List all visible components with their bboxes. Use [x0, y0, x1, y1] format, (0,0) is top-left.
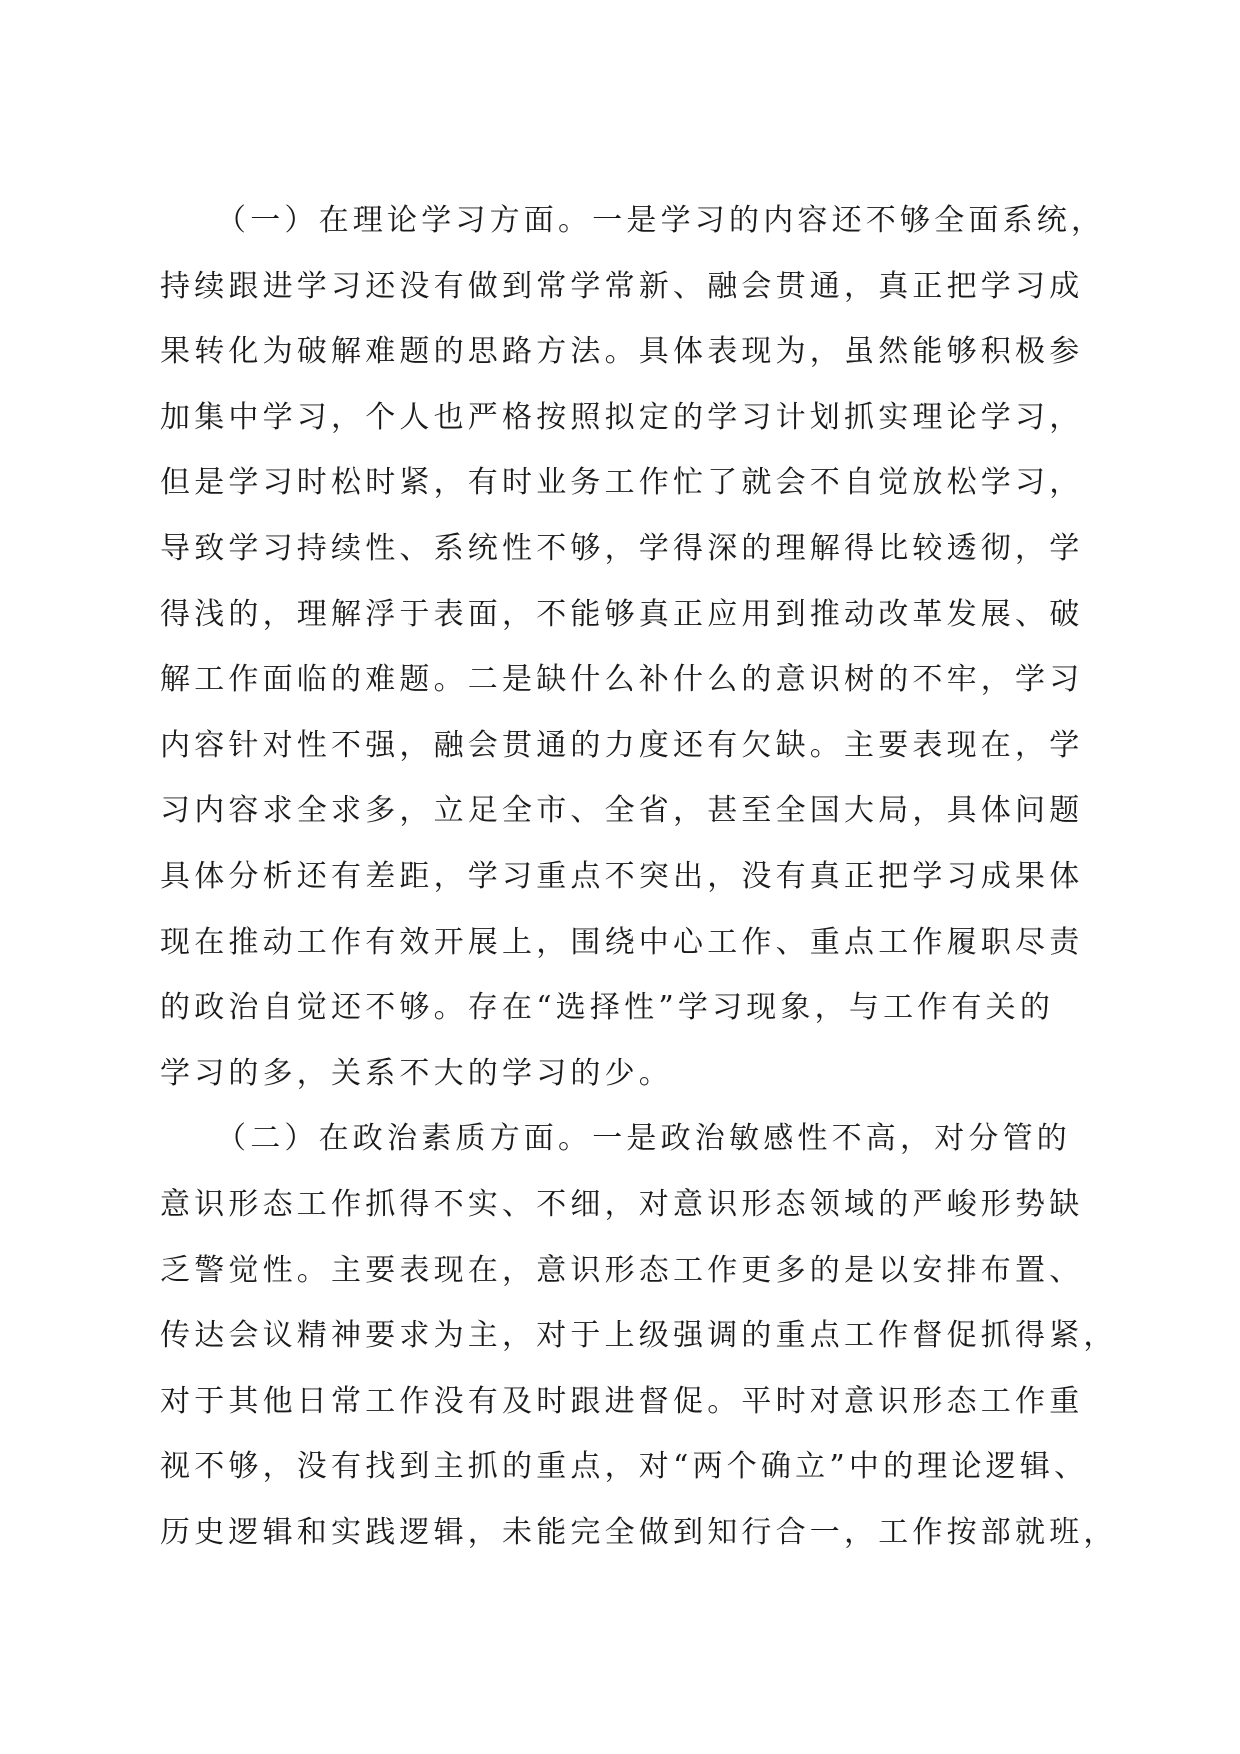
paragraph-1-line-14: 学习的多，关系不大的学习的少。 [160, 1055, 673, 1091]
paragraph-2-line-1: （二）在政治素质方面。一是政治敏感性不高，对分管的 [216, 1121, 1071, 1157]
paragraph-1-line-7: 得浅的，理解浮于表面，不能够真正应用到推动改革发展、破 [160, 596, 1084, 632]
paragraph-1-line-6: 导致学习持续性、系统性不够，学得深的理解得比较透彻，学 [160, 530, 1084, 566]
paragraph-1-line-12: 现在推动工作有效开展上，围绕中心工作、重点工作履职尽责 [160, 924, 1084, 960]
paragraph-1-line-10: 习内容求全求多，立足全市、全省，甚至全国大局，具体问题 [160, 793, 1084, 829]
paragraph-1-line-2: 持续跟进学习还没有做到常学常新、融会贯通，真正把学习成 [160, 268, 1084, 304]
paragraph-1-line-1: （一）在理论学习方面。一是学习的内容还不够全面系统， [216, 203, 1106, 238]
paragraph-1-line-13: 的政治自觉还不够。存在“选择性”学习现象，与工作有关的 [160, 990, 1055, 1026]
paragraph-1-line-3: 果转化为破解难题的思路方法。具体表现为，虽然能够积极参 [160, 334, 1084, 370]
paragraph-1-line-5: 但是学习时松时紧，有时业务工作忙了就会不自觉放松学习， [160, 465, 1084, 501]
paragraph-2-line-6: 视不够，没有找到主抓的重点，对“两个确立”中的理论逻辑、 [160, 1449, 1089, 1485]
paragraph-2-line-7: 历史逻辑和实践逻辑，未能完全做到知行合一，工作按部就班， [160, 1514, 1118, 1550]
paragraph-1-line-8: 解工作面临的难题。二是缺什么补什么的意识树的不牢，学习 [160, 662, 1084, 698]
paragraph-2-line-5: 对于其他日常工作没有及时跟进督促。平时对意识形态工作重 [160, 1383, 1084, 1419]
paragraph-1-line-4: 加集中学习，个人也严格按照拟定的学习计划抓实理论学习， [160, 399, 1084, 435]
paragraph-2-line-2: 意识形态工作抓得不实、不细，对意识形态领域的严峻形势缺 [160, 1186, 1084, 1222]
paragraph-1-line-11: 具体分析还有差距，学习重点不突出，没有真正把学习成果体 [160, 858, 1084, 894]
document-body [160, 188, 1118, 1565]
paragraph-2-line-3: 乏警觉性。主要表现在，意识形态工作更多的是以安排布置、 [160, 1252, 1084, 1288]
paragraph-1-line-9: 内容针对性不强，融会贯通的力度还有欠缺。主要表现在，学 [160, 727, 1084, 763]
paragraph-2-line-4: 传达会议精神要求为主，对于上级强调的重点工作督促抓得紧， [160, 1318, 1118, 1354]
